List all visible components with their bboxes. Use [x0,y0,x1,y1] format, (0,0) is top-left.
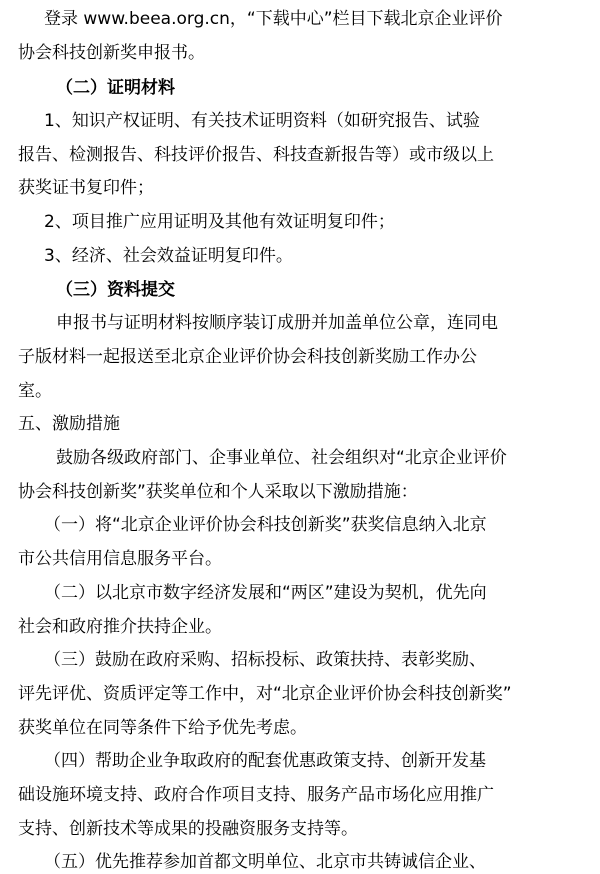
text-line: 3、经济、社会效益证明复印件。 [44,246,293,266]
text-line: 社会和政府推介扶持企业。 [18,617,222,637]
text-line: 室。 [18,381,52,401]
text-line: （四）帮助企业争取政府的配套优惠政策支持、创新开发基 [44,751,486,771]
text-line: 评先评优、资质评定等工作中，对“北京企业评价协会科技创新奖” [18,684,512,704]
text-line: 协会科技创新奖”获奖单位和个人采取以下激励措施： [18,482,418,502]
text-line: 础设施环境支持、政府合作项目支持、服务产品市场化应用推广 [18,785,494,805]
text-line: （二）以北京市数字经济发展和“两区”建设为契机，优先向 [44,583,487,603]
text-line: 协会科技创新奖申报书。 [18,43,205,63]
text-line: 市公共信用信息服务平台。 [18,549,222,569]
text-line: 1、知识产权证明、有关技术证明资料（如研究报告、试验 [44,111,480,131]
text-line: 登录 www.beea.org.cn，“下载中心”栏目下载北京企业评价 [44,9,503,29]
text-line: 报告、检测报告、科技评价报告、科技查新报告等）或市级以上 [18,145,494,165]
text-line: 获奖单位在同等条件下给予优先考虑。 [18,718,307,738]
text-line: （五）优先推荐参加首都文明单位、北京市共铸诚信企业、 [44,852,486,872]
section-heading: （三）资料提交 [56,280,175,300]
section-heading: （二）证明材料 [56,78,175,98]
text-line: 2、项目推广应用证明及其他有效证明复印件； [44,212,395,232]
section-title: 五、激励措施 [18,414,120,434]
text-line: （一）将“北京企业评价协会科技创新奖”获奖信息纳入北京 [44,515,487,535]
text-line: 获奖证书复印件； [18,178,154,198]
text-line: 支持、创新技术等成果的投融资服务支持等。 [18,819,358,839]
text-line: 申报书与证明材料按顺序装订成册并加盖单位公章，连同电 [56,313,498,333]
text-line: 鼓励各级政府部门、企事业单位、社会组织对“北京企业评价 [56,448,507,468]
text-line: （三）鼓励在政府采购、招标投标、政策扶持、表彰奖励、 [44,650,486,670]
text-line: 子版材料一起报送至北京企业评价协会科技创新奖励工作办公 [18,347,477,367]
